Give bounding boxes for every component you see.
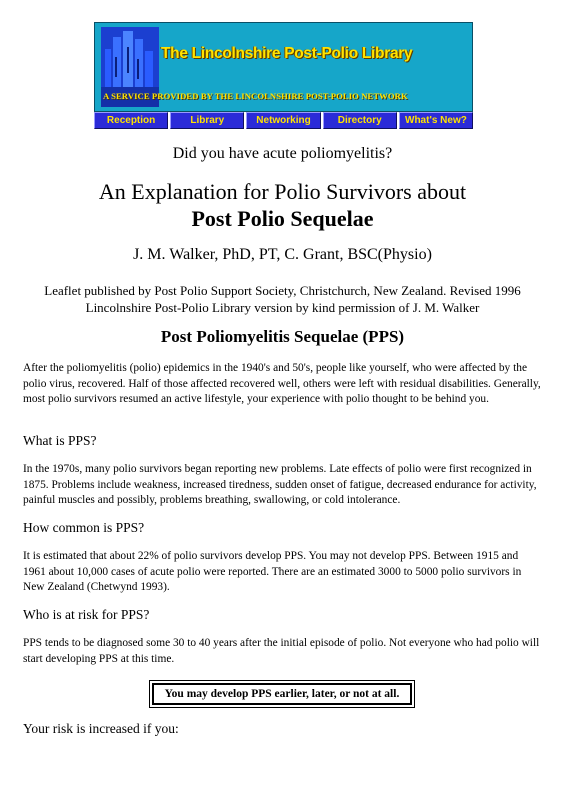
- what-paragraph: In the 1970s, many polio survivors began reporting new problems. Late effects of polio were first recognized in 1875. Problems include weakness, increased tiredness, sudden onset of fatigue, decreased endurance for activity, painful muscles and possibly, problems breathing, swallowing, or cold intolerance.: [23, 463, 537, 507]
- risk-heading: Who is at risk for PPS?: [23, 607, 150, 622]
- leaflet-credit: [0, 282, 565, 316]
- page-title-line1: An Explanation for Polio Survivors about: [98, 179, 467, 204]
- intro-paragraph: After the poliomyelitis (polio) epidemics in the 1940's and 50's, people like yourself, who were affected by the polio virus, recovered. Half of those affected recovered well, others were left with residual disabilities. Generally, most polio survivors resumed an active lifestyle, your experience with polio thought to be behind you.: [23, 362, 541, 406]
- leaflet-line2: Lincolnshire Post-Polio Library version by kind permission of J. M. Walker: [85, 300, 480, 315]
- nav-library[interactable]: Library: [170, 112, 244, 129]
- risk-increased-heading: Your risk is increased if you:: [23, 721, 179, 736]
- site-subtitle: A SERVICE PROVIDED BY THE LINCOLNSHIRE POST-POLIO NETWORK: [103, 91, 408, 101]
- callout-box: [149, 680, 415, 708]
- nav-networking[interactable]: Networking: [246, 112, 320, 129]
- callout-text: You may develop PPS earlier, later, or not at all.: [152, 683, 412, 705]
- authors: J. M. Walker, PhD, PT, C. Grant, BSC(Physio): [133, 246, 432, 263]
- leaflet-line1: Leaflet published by Post Polio Support Society, Christchurch, New Zealand. Revised 1996: [44, 283, 521, 298]
- risk-paragraph: PPS tends to be diagnosed some 30 to 40 years after the initial episode of polio. Not everyone who had polio will start developing PPS at this time.: [23, 637, 540, 665]
- what-heading: What is PPS?: [23, 433, 97, 448]
- nav-reception[interactable]: Reception: [94, 112, 168, 129]
- common-paragraph: It is estimated that about 22% of polio survivors develop PPS. You may not develop PPS. Between 1915 and 1961 about 10,000 cases of acute polio were reported. There are an estimated 3000 to 5000 polio survivors in New Zealand (Chetwynd 1993).: [23, 550, 522, 594]
- nav-whats-new[interactable]: What's New?: [399, 112, 473, 129]
- question: Did you have acute poliomyelitis?: [172, 145, 393, 162]
- nav-directory[interactable]: Directory: [323, 112, 397, 129]
- common-heading: How common is PPS?: [23, 520, 145, 535]
- site-banner[interactable]: [94, 22, 473, 112]
- site-title: The Lincolnshire Post-Polio Library: [161, 45, 413, 62]
- page-title-line2: Post Polio Sequelae: [191, 206, 374, 231]
- section-title: Post Poliomyelitis Sequelae (PPS): [160, 327, 405, 346]
- nav-bar: [94, 112, 473, 129]
